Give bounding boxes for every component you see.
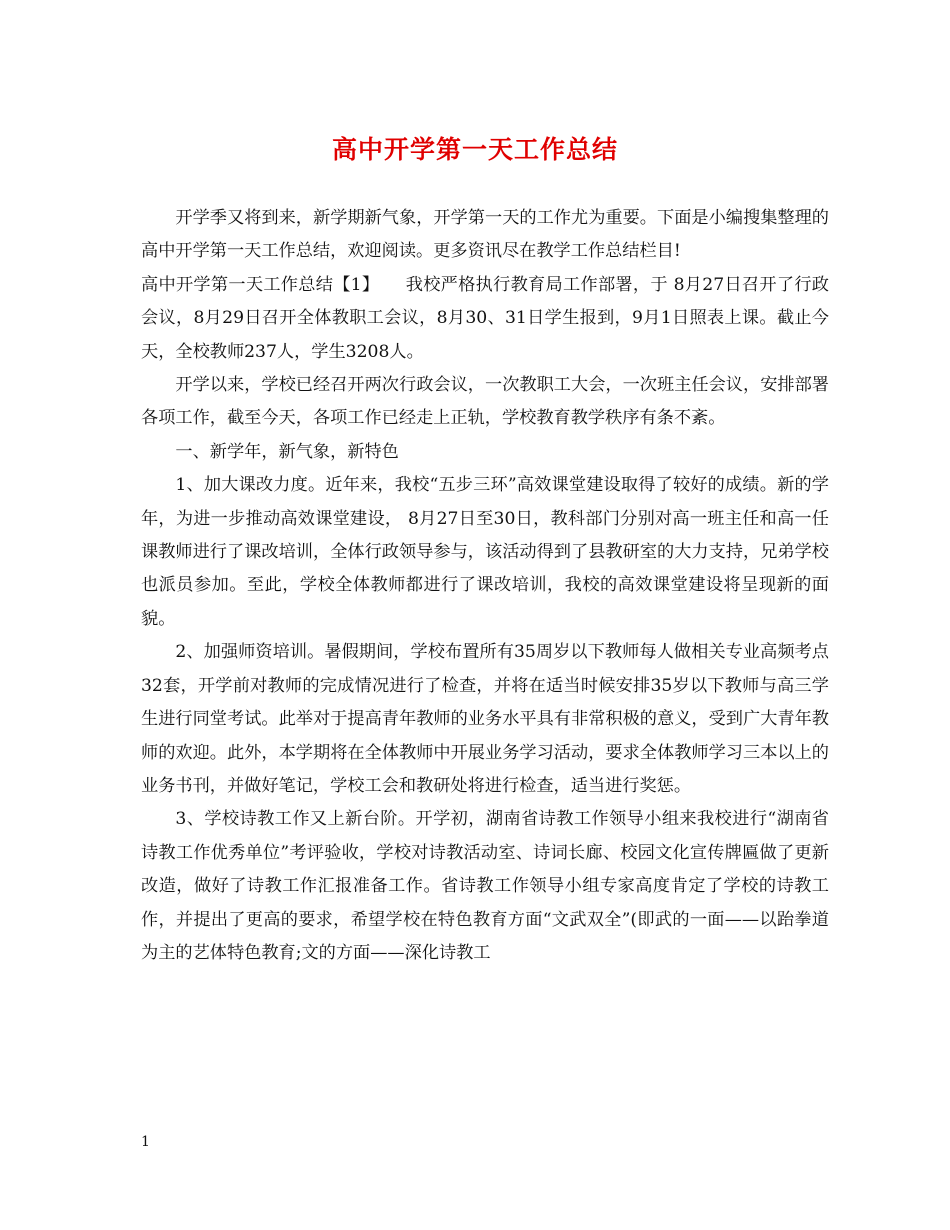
opening-progress-paragraph: 开学以来，学校已经召开两次行政会议，一次教职工大会，一次班主任会议，安排部署各项工作，截至今天，各项工作已经走上正轨，学校教育教学秩序有条不紊。 [141, 375, 829, 429]
item-2-paragraph: 2、加强师资培训。暑假期间，学校布置所有35周岁以下教师每人做相关专业高频考点32套，开学前对教师的完成情况进行了检查，并将在适当时候安排35岁以下教师与高三学生进行同堂考试。此举对于提高青年教师的业务水平具有非常积极的意义，受到广大青年教师的欢迎。此外，本学期将在全体教师中开展业务学习活动，要求全体教师学习三本以上的业务书刊，并做好笔记，学校工会和教研处将进行检查，适当进行奖惩。 [141, 642, 829, 796]
item-1-paragraph: 1、加大课改力度。近年来，我校“五步三环”高效课堂建设取得了较好的成绩。新的学年，为进一步推动高效课堂建设， 8月27日至30日，教科部门分别对高一班主任和高一任课教师进行了课改培训，全体行政领导参与，该活动得到了县教研室的大力支持，兄弟学校也派员参加。至此，学校全体教师都进行了课改培训，我校的高效课堂建设将呈现新的面貌。 [141, 475, 829, 629]
document-body [141, 202, 829, 970]
item-3-paragraph: 3、学校诗教工作又上新台阶。开学初，湖南省诗教工作领导小组来我校进行“湖南省诗教工作优秀单位”考评验收，学校对诗教活动室、诗词长廊、校园文化宣传牌匾做了更新改造，做好了诗教工作汇报准备工作。省诗教工作领导小组专家高度肯定了学校的诗教工作，并提出了更高的要求，希望学校在特色教育方面“文武双全”(即武的一面——以跆拳道为主的艺体特色教育;文的方面——深化诗教工 [141, 809, 829, 963]
section-1-paragraph: 高中开学第一天工作总结【1】 我校严格执行教育局工作部署，于 8月27日召开了行政会议，8月29日召开全体教职工会议，8月30、31日学生报到，9月1日照表上课。截止今天，全校教师237人，学生3208人。 [141, 274, 829, 362]
section-heading: 一、新学年，新气象，新特色 [175, 441, 399, 462]
intro-paragraph: 开学季又将到来，新学期新气象，开学第一天的工作尤为重要。下面是小编搜集整理的高中开学第一天工作总结，欢迎阅读。更多资讯尽在教学工作总结栏目! [141, 208, 829, 262]
document-title: 高中开学第一天工作总结 [331, 135, 618, 164]
page-number: 1 [141, 1134, 150, 1150]
